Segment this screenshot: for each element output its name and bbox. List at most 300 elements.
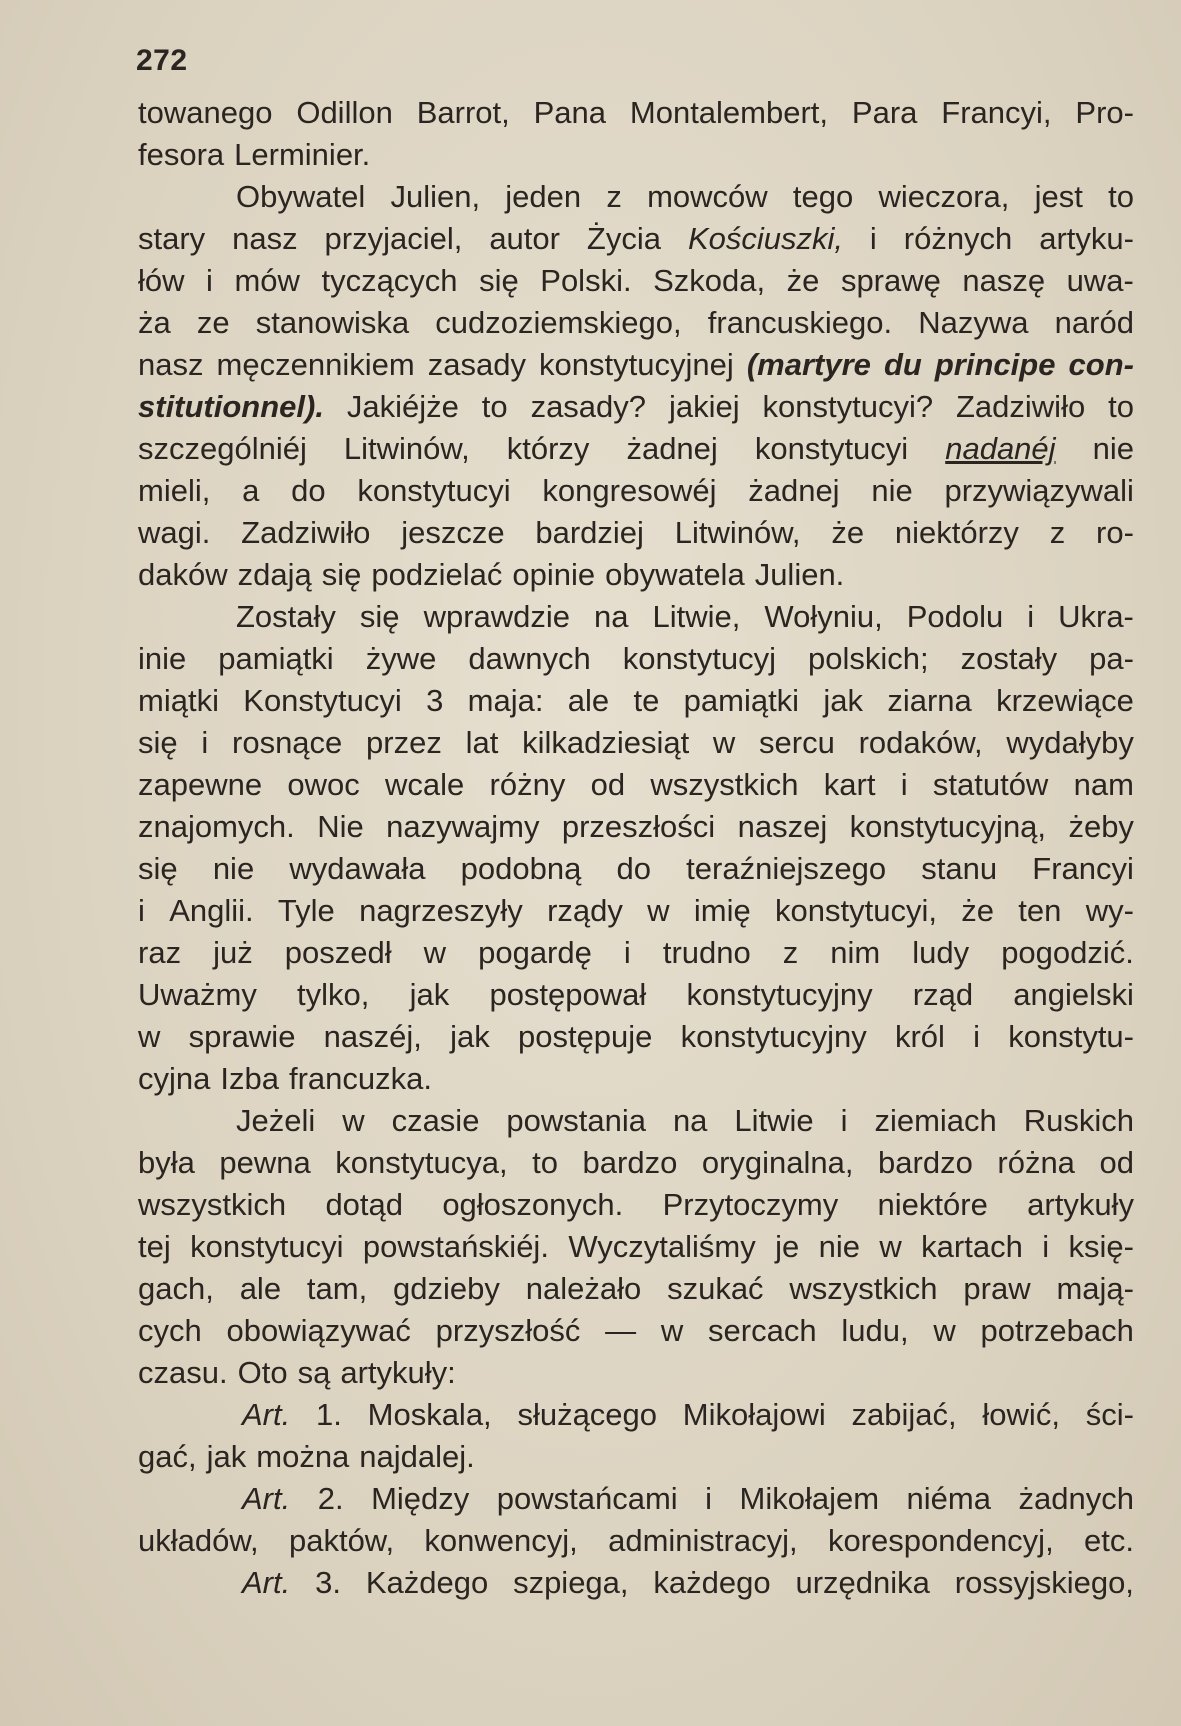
word: Jakiéjże <box>346 389 459 424</box>
word: służącego <box>517 1397 658 1432</box>
word: niéma <box>906 1481 991 1516</box>
page-number: 272 <box>136 44 188 77</box>
word: od <box>590 767 626 802</box>
word: stanu <box>921 851 998 886</box>
word: kilkadziesiąt <box>522 725 690 760</box>
word: księ- <box>1068 1229 1134 1264</box>
word: przyjaciel, <box>324 221 463 256</box>
word: jeszcze <box>401 515 505 550</box>
text-line <box>138 1184 1134 1226</box>
word: podzielać <box>371 557 503 592</box>
word: angielski <box>1013 977 1134 1012</box>
word: Jeżeli <box>236 1103 316 1138</box>
word: pamiątki <box>218 641 334 676</box>
word: ludu, <box>841 1313 909 1348</box>
word: Konstytucyi <box>243 683 402 718</box>
word: Przytoczymy <box>662 1187 839 1222</box>
text-line <box>138 596 1134 638</box>
word: tyczących <box>321 263 458 298</box>
word: francuzka. <box>288 1061 432 1096</box>
body-text <box>138 92 1134 1604</box>
text-line <box>138 1058 1134 1100</box>
word: tego <box>792 179 854 214</box>
word: ludy <box>912 935 970 970</box>
word: Polski. <box>540 263 632 298</box>
word: w <box>660 1313 684 1348</box>
word: się <box>138 725 178 760</box>
word: konstytucyj <box>622 641 777 676</box>
word: urzędnika <box>795 1565 930 1600</box>
word: praw <box>963 1271 1031 1306</box>
word: jak <box>409 977 450 1012</box>
word: Odillon <box>296 95 393 130</box>
word: konstytucyjnej <box>539 347 734 382</box>
word: rodaków, <box>858 725 983 760</box>
word: konstytucyi <box>754 431 909 466</box>
word: nazywajmy <box>386 809 540 844</box>
word: potrzebach <box>980 1313 1134 1348</box>
text-line <box>138 1100 1134 1142</box>
text-line <box>138 512 1134 554</box>
word: pa- <box>1089 641 1134 676</box>
text-line <box>138 1142 1134 1184</box>
text-line <box>138 638 1134 680</box>
word: Kościuszki, <box>687 221 843 256</box>
word: którzy <box>506 431 590 466</box>
word: Ukra- <box>1058 599 1134 634</box>
word: oryginalna, <box>701 1145 854 1180</box>
word: konwencyj, <box>424 1523 578 1558</box>
word: rządy <box>547 893 623 928</box>
word: i <box>1027 599 1035 634</box>
word: Anglii. <box>169 893 254 928</box>
word: konstytucyi <box>357 473 511 508</box>
word: Wyczytaliśmy <box>568 1229 756 1264</box>
text-line <box>138 554 1134 596</box>
word: autor <box>489 221 560 256</box>
word: rosnące <box>232 725 343 760</box>
word: się <box>479 263 519 298</box>
word: principe <box>934 347 1056 382</box>
text-line <box>138 1268 1134 1310</box>
text-line <box>138 1394 1134 1436</box>
text-line <box>138 260 1134 302</box>
word: konstytucyjny <box>680 1019 867 1054</box>
word: szczególniéj <box>138 431 307 466</box>
word: wprawdzie <box>423 599 571 634</box>
word: przyszłość <box>435 1313 581 1348</box>
word: konstytucyi, <box>775 893 937 928</box>
word: bardzo <box>878 1145 973 1180</box>
word: Montalembert, <box>629 95 829 130</box>
word: Pana <box>533 95 607 130</box>
word: gdzieby <box>393 1271 500 1306</box>
word: poszedł <box>284 935 392 970</box>
word: powstańskiéj. <box>362 1229 549 1264</box>
text-line <box>138 302 1134 344</box>
word: niektórzy <box>894 515 1019 550</box>
word: w <box>342 1103 365 1138</box>
text-line <box>138 92 1134 134</box>
word: Litwinów, <box>674 515 801 550</box>
word: Ruskich <box>1023 1103 1134 1138</box>
word: ten <box>1018 893 1062 928</box>
word: je <box>775 1229 800 1264</box>
word: Art. <box>242 1397 291 1432</box>
text-line <box>138 1562 1134 1604</box>
word: miątki <box>138 683 219 718</box>
word: Lerminier. <box>234 137 371 172</box>
word: i <box>206 263 213 298</box>
text-line <box>138 386 1134 428</box>
word: różny <box>489 767 566 802</box>
word: lat <box>465 725 499 760</box>
word: rossyjskiego, <box>954 1565 1134 1600</box>
word: jeden <box>505 179 582 214</box>
word: obywatela <box>605 557 745 592</box>
word: konstytucyi <box>190 1229 344 1264</box>
word: że <box>961 893 994 928</box>
word: stary <box>138 221 206 256</box>
word: i <box>840 1103 848 1138</box>
word: tam, <box>306 1271 368 1306</box>
word: Zostały <box>236 599 336 634</box>
word: zabijać, <box>851 1397 957 1432</box>
word: stitutionnel). <box>138 389 324 424</box>
word: ści- <box>1085 1397 1134 1432</box>
word: etc. <box>1084 1523 1134 1558</box>
word: każdego <box>653 1565 771 1600</box>
word: cych <box>138 1313 202 1348</box>
word: Barrot, <box>416 95 510 130</box>
word: nie <box>871 473 913 508</box>
word: Życia <box>586 221 661 256</box>
text-line <box>138 680 1134 722</box>
word: (martyre <box>746 347 871 382</box>
word: w <box>423 935 447 970</box>
word: konstytucyjny <box>686 977 873 1012</box>
word: wszystkich <box>789 1271 938 1306</box>
text-line <box>138 428 1134 470</box>
word: pogardę <box>478 935 592 970</box>
word: administracyj, <box>608 1523 798 1558</box>
word: to <box>481 389 508 424</box>
word: nagrzeszyły <box>359 893 523 928</box>
word: paktów, <box>288 1523 395 1558</box>
word: bardzo <box>582 1145 678 1180</box>
word: kartach <box>921 1229 1023 1264</box>
word: wydawała <box>289 851 426 886</box>
word: nie <box>1092 431 1134 466</box>
word: dawnych <box>468 641 591 676</box>
word: nasz <box>138 347 204 382</box>
word: nim <box>830 935 881 970</box>
word: opinie <box>512 557 596 592</box>
word: jak <box>450 1019 490 1054</box>
word: Litwie, <box>652 599 741 634</box>
word: artyku- <box>1039 221 1134 256</box>
word: wydałyby <box>1006 725 1134 760</box>
word: Pro- <box>1075 95 1134 130</box>
word: się <box>321 557 362 592</box>
word: Uważmy <box>138 977 257 1012</box>
word: kart <box>823 767 876 802</box>
word: przez <box>366 725 442 760</box>
word: Julien, <box>390 179 481 214</box>
word: stanowiska <box>255 305 410 340</box>
word: się <box>138 851 178 886</box>
word: szpiega, <box>513 1565 629 1600</box>
word: daków <box>138 557 228 592</box>
word: znajomych. <box>138 809 295 844</box>
word: Szkoda, <box>653 263 766 298</box>
word: i <box>201 725 209 760</box>
word: i <box>138 893 145 928</box>
word: jakiej <box>668 389 740 424</box>
word: do <box>291 473 326 508</box>
word: Zadziwiło <box>955 389 1086 424</box>
word: obowiązywać <box>226 1313 411 1348</box>
word: towanego <box>138 95 273 130</box>
word: fesora <box>138 137 225 172</box>
word: naszę <box>962 263 1046 298</box>
word: pewna <box>219 1145 311 1180</box>
word: pamiątki <box>683 683 800 718</box>
word: a <box>242 473 260 508</box>
word: wszystkich <box>650 767 799 802</box>
word: wszystkich <box>138 1187 287 1222</box>
word: 1. <box>316 1397 342 1432</box>
word: od <box>1099 1145 1134 1180</box>
word: to <box>1108 389 1134 424</box>
word: można <box>256 1439 350 1474</box>
word: jest <box>1034 179 1083 214</box>
word: gach, <box>138 1271 214 1306</box>
word: żadnych <box>1018 1481 1134 1516</box>
word: konstytu- <box>1008 1019 1134 1054</box>
word: nam <box>1073 767 1134 802</box>
word: żadnej <box>748 473 840 508</box>
word: na <box>672 1103 708 1138</box>
word: była <box>138 1145 195 1180</box>
word: nie <box>212 851 255 886</box>
word: francuskiego. <box>707 305 893 340</box>
text-line <box>138 176 1134 218</box>
word: kongresowéj <box>542 473 717 508</box>
word: naszéj, <box>323 1019 422 1054</box>
text-line <box>138 806 1134 848</box>
word: czasie <box>391 1103 480 1138</box>
word: różnych <box>903 221 1013 256</box>
word: sercu <box>759 725 835 760</box>
word: to <box>1108 179 1134 214</box>
word: się <box>359 599 400 634</box>
word: i <box>973 1019 980 1054</box>
word: konstytucyjną, <box>849 809 1047 844</box>
word: żadnej <box>626 431 718 466</box>
text-line <box>138 722 1134 764</box>
word: uwa- <box>1066 263 1134 298</box>
word: zasady? <box>530 389 647 424</box>
word: polskich; <box>808 641 929 676</box>
word: postępował <box>489 977 647 1012</box>
word: Mikołajem <box>739 1481 880 1516</box>
word: Art. <box>242 1481 291 1516</box>
word: Moskala, <box>367 1397 492 1432</box>
word: ze <box>196 305 230 340</box>
word: raz <box>138 935 182 970</box>
word: w <box>879 1229 902 1264</box>
word: i <box>869 221 877 256</box>
word: Obywatel <box>236 179 366 214</box>
text-line <box>138 344 1134 386</box>
word: z <box>1049 515 1066 550</box>
text-line <box>138 470 1134 512</box>
word: ale <box>239 1271 282 1306</box>
word: korespondencyj, <box>827 1523 1054 1558</box>
word: przeszłości <box>561 809 716 844</box>
word: w <box>138 1019 161 1054</box>
word: 3. <box>315 1565 341 1600</box>
word: już <box>213 935 253 970</box>
text-line <box>138 1352 1134 1394</box>
word: cudzoziemskiego, <box>435 305 682 340</box>
text-line <box>138 1436 1134 1478</box>
text-line <box>138 1310 1134 1352</box>
word: w <box>933 1313 956 1348</box>
word: artykuły: <box>340 1355 456 1390</box>
word: Litwie <box>734 1103 814 1138</box>
word: Nie <box>317 809 364 844</box>
text-line <box>138 890 1134 932</box>
word: to <box>532 1145 558 1180</box>
word: artykuły <box>1027 1187 1134 1222</box>
word: wagi. <box>138 515 211 550</box>
word: mieli, <box>138 473 211 508</box>
text-line <box>138 1226 1134 1268</box>
word: szukać <box>667 1271 764 1306</box>
word: te <box>633 683 660 718</box>
word: — <box>605 1313 637 1348</box>
text-line <box>138 1520 1134 1562</box>
word: nadanéj <box>945 431 1056 466</box>
word: konstytucyi? <box>762 389 934 424</box>
word: Między <box>371 1481 470 1516</box>
word: jak <box>823 683 864 718</box>
word: imię <box>693 893 751 928</box>
word: maja: <box>467 683 544 718</box>
word: sprawę <box>840 263 941 298</box>
word: że <box>831 515 865 550</box>
word: Tyle <box>277 893 335 928</box>
word: Francyi <box>1032 851 1134 886</box>
word: naród <box>1054 305 1134 340</box>
word: król <box>894 1019 945 1054</box>
word: 3 <box>426 683 444 718</box>
word: statutów <box>932 767 1049 802</box>
word: Art. <box>242 1565 291 1600</box>
text-line <box>138 1016 1134 1058</box>
word: męczennikiem <box>216 347 415 382</box>
word: gać, <box>138 1439 197 1474</box>
word: dotąd <box>325 1187 404 1222</box>
word: tej <box>138 1229 171 1264</box>
word: powstańcami <box>496 1481 678 1516</box>
word: du <box>883 347 922 382</box>
word: przywiązywali <box>944 473 1134 508</box>
word: wieczora, <box>878 179 1010 214</box>
text-line <box>138 134 1134 176</box>
word: są <box>297 1355 331 1390</box>
word: teraźniejszego <box>686 851 887 886</box>
word: trudno <box>662 935 751 970</box>
text-line <box>138 764 1134 806</box>
word: 2. <box>317 1481 344 1516</box>
word: naszej <box>737 809 828 844</box>
word: i <box>1042 1229 1050 1264</box>
word: ziarna <box>887 683 972 718</box>
word: z <box>606 179 622 214</box>
text-line <box>138 932 1134 974</box>
word: do <box>616 851 651 886</box>
word: Francyi, <box>941 95 1052 130</box>
text-line <box>138 974 1134 1016</box>
word: Zadziwiło <box>241 515 371 550</box>
text-line <box>138 218 1134 260</box>
word: Oto <box>237 1355 288 1390</box>
word: Para <box>851 95 918 130</box>
word: i <box>900 767 908 802</box>
word: że <box>786 263 820 298</box>
word: w <box>712 725 736 760</box>
word: najdalej. <box>359 1439 475 1474</box>
word: Litwinów, <box>343 431 470 466</box>
word: w <box>647 893 670 928</box>
word: żywe <box>365 641 437 676</box>
word: łowić, <box>982 1397 1060 1432</box>
text-line <box>138 1478 1134 1520</box>
word: rząd <box>912 977 974 1012</box>
word: zostały <box>960 641 1058 676</box>
word: pogodzić. <box>1001 935 1134 970</box>
word: podobną <box>460 851 582 886</box>
word: różna <box>997 1145 1075 1180</box>
word: Wołyniu, <box>764 599 883 634</box>
word: zdają <box>237 557 312 592</box>
word: ale <box>567 683 610 718</box>
word: inie <box>138 641 187 676</box>
word: ziemiach <box>874 1103 997 1138</box>
word: wcale <box>385 767 465 802</box>
word: na <box>594 599 629 634</box>
word: wy- <box>1085 893 1134 928</box>
word: ogłoszonych. <box>442 1187 624 1222</box>
word: Mikołajowi <box>682 1397 826 1432</box>
word: jak <box>206 1439 247 1474</box>
word: Izba <box>220 1061 279 1096</box>
word: mów <box>234 263 300 298</box>
word: owoc <box>287 767 360 802</box>
word: ro- <box>1096 515 1134 550</box>
word: Julien. <box>754 557 845 592</box>
word: układów, <box>138 1523 259 1558</box>
word: łów <box>138 263 185 298</box>
word: należało <box>525 1271 642 1306</box>
word: krzewiące <box>996 683 1134 718</box>
word: niektóre <box>877 1187 988 1222</box>
word: i <box>623 935 631 970</box>
word: sercach <box>708 1313 817 1348</box>
